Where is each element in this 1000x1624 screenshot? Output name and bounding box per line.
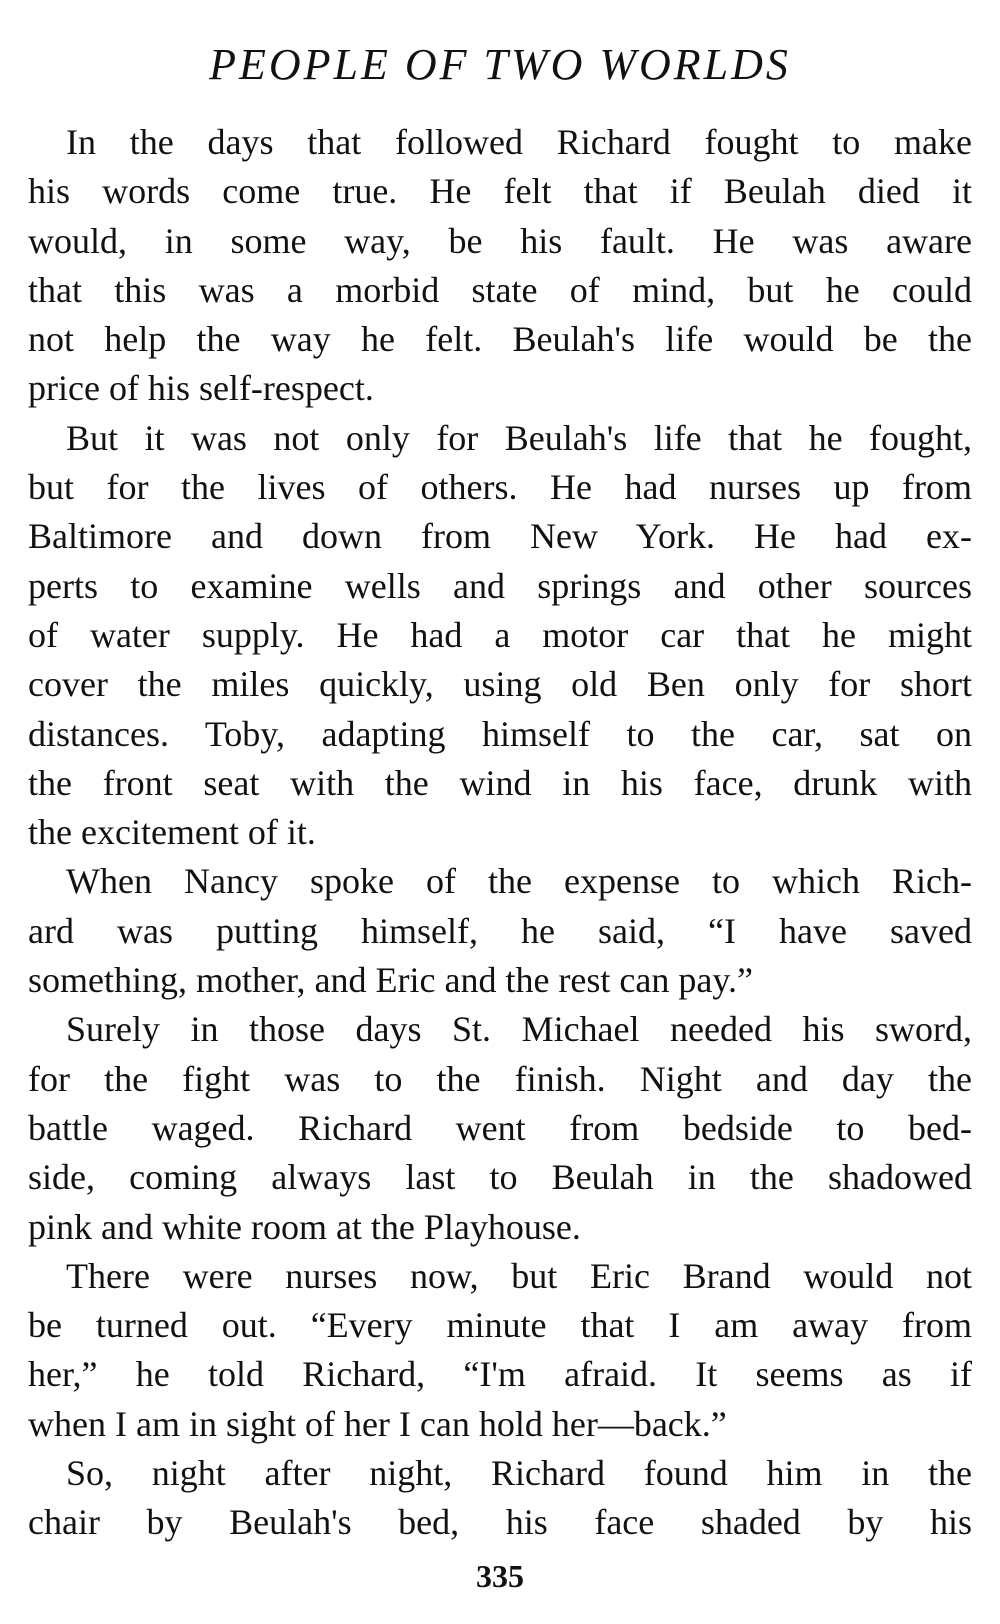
- paragraph: [28, 1449, 972, 1548]
- text-line: not help the way he felt. Beulah's life would be the: [28, 319, 972, 360]
- text-line: battle waged. Richard went from bedside to bed-: [28, 1107, 972, 1148]
- text-line: the front seat with the wind in his face, drunk with: [28, 762, 972, 803]
- text-line: In the days that followed Richard fought to make: [66, 122, 972, 162]
- text-line: be turned out. “Every minute that I am away from: [28, 1305, 972, 1346]
- text-line: her,” he told Richard, “I'm afraid. It seems as if: [28, 1354, 972, 1395]
- text-line: perts to examine wells and springs and other sources: [28, 565, 972, 606]
- text-line: chair by Beulah's bed, his face shaded by his: [28, 1502, 972, 1543]
- text-line: his words come true. He felt that if Beulah died it: [28, 171, 972, 212]
- text-line: There were nurses now, but Eric Brand would not: [66, 1255, 972, 1296]
- text-line: for the fight was to the finish. Night and day the: [28, 1058, 972, 1099]
- paragraph: [28, 414, 972, 858]
- text-line: that this was a morbid state of mind, but he could: [28, 269, 972, 310]
- text-line: pink and white room at the Playhouse.: [28, 1206, 581, 1247]
- paragraph: [28, 118, 972, 414]
- text-line: When Nancy spoke of the expense to which Rich-: [66, 861, 972, 902]
- paragraph: [28, 857, 972, 1005]
- running-head: PEOPLE OF TWO WORLDS: [209, 40, 791, 89]
- text-line: but for the lives of others. He had nurses up from: [28, 467, 972, 508]
- text-line: something, mother, and Eric and the rest can pay.”: [28, 960, 753, 1001]
- text-line: Baltimore and down from New York. He had ex-: [28, 516, 972, 557]
- text-line: distances. Toby, adapting himself to the car, sat on: [28, 713, 972, 754]
- text-line: of water supply. He had a motor car that he might: [28, 614, 972, 655]
- text-line: side, coming always last to Beulah in the shadowed: [28, 1157, 972, 1198]
- text-line: when I am in sight of her I can hold her—back.”: [28, 1403, 727, 1444]
- text-line: the excitement of it.: [28, 812, 316, 853]
- text-line: ard was putting himself, he said, “I have saved: [28, 910, 972, 951]
- text-line: cover the miles quickly, using old Ben only for short: [28, 664, 972, 705]
- text-line: price of his self-respect.: [28, 368, 374, 409]
- text-line: would, in some way, be his fault. He was aware: [28, 220, 972, 261]
- text-line: But it was not only for Beulah's life that he fought,: [66, 417, 972, 458]
- body-text: [28, 118, 972, 1548]
- text-line: So, night after night, Richard found him in the: [66, 1453, 972, 1494]
- paragraph: [28, 1252, 972, 1449]
- paragraph: [28, 1005, 972, 1251]
- page-number: 335: [476, 1558, 524, 1594]
- text-line: Surely in those days St. Michael needed his sword,: [66, 1009, 972, 1050]
